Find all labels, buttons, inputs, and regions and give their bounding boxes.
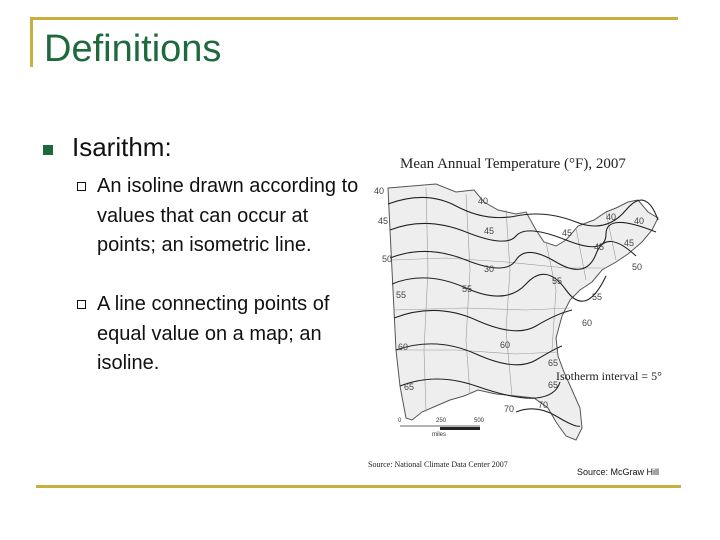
isotherm-label: 40 bbox=[374, 186, 385, 196]
frame-bottom-rule bbox=[36, 485, 681, 488]
scale-tick: 500 bbox=[474, 418, 485, 424]
isotherm-label: 55 bbox=[552, 276, 563, 286]
scale-tick: 0 bbox=[398, 418, 402, 424]
map-title: Mean Annual Temperature (°F), 2007 bbox=[400, 156, 626, 172]
isotherm-label: 55 bbox=[462, 284, 473, 294]
isotherm-label: 45 bbox=[594, 242, 605, 252]
frame-left-rule bbox=[30, 17, 33, 67]
isotherm-label: 45 bbox=[484, 226, 495, 236]
isotherm-label: 60 bbox=[582, 318, 593, 328]
isotherm-label: 65 bbox=[548, 358, 559, 368]
isotherm-label: 50 bbox=[632, 262, 643, 272]
isotherm-label: 45 bbox=[378, 216, 389, 226]
definition-2: A line connecting points of equal value on a map; an isoline. bbox=[97, 293, 330, 374]
isotherm-label: 45 bbox=[562, 228, 573, 238]
isotherm-label: 70 bbox=[538, 400, 549, 410]
square-bullet-icon bbox=[43, 145, 53, 155]
isotherm-interval-note: Isotherm interval = 5° bbox=[556, 369, 662, 383]
scale-unit: miles bbox=[432, 432, 447, 438]
isotherm-label: 55 bbox=[396, 290, 407, 300]
isotherm-label: 60 bbox=[398, 342, 409, 352]
definition-1: An isoline drawn according to values that can occur at points; an isometric line. bbox=[97, 175, 359, 256]
isotherm-map bbox=[366, 150, 678, 476]
isotherm-label: 45 bbox=[624, 238, 635, 248]
slide-title: Definitions bbox=[44, 28, 222, 70]
frame-top-rule bbox=[30, 17, 678, 20]
map-source: Source: National Climate Data Center 2007 bbox=[368, 460, 508, 469]
isotherm-label: 30 bbox=[484, 264, 495, 274]
scale-tick: 250 bbox=[436, 418, 447, 424]
isotherm-label: 65 bbox=[548, 380, 559, 390]
checkbox-bullet-icon bbox=[77, 300, 86, 309]
figure-credit: Source: McGraw Hill bbox=[577, 467, 660, 477]
isotherm-label: 40 bbox=[478, 196, 489, 206]
isotherm-label: 40 bbox=[606, 212, 617, 222]
checkbox-bullet-icon bbox=[77, 182, 86, 191]
isotherm-label: 70 bbox=[504, 404, 515, 414]
isotherm-label: 65 bbox=[404, 382, 415, 392]
isotherm-label: 50 bbox=[382, 254, 393, 264]
isotherm-label: 40 bbox=[634, 216, 645, 226]
temperature-map-figure bbox=[366, 150, 678, 476]
term-label: Isarithm: bbox=[72, 132, 172, 162]
isotherm-label: 55 bbox=[592, 292, 603, 302]
scale-bar bbox=[398, 418, 485, 438]
isotherm-label: 60 bbox=[500, 340, 511, 350]
